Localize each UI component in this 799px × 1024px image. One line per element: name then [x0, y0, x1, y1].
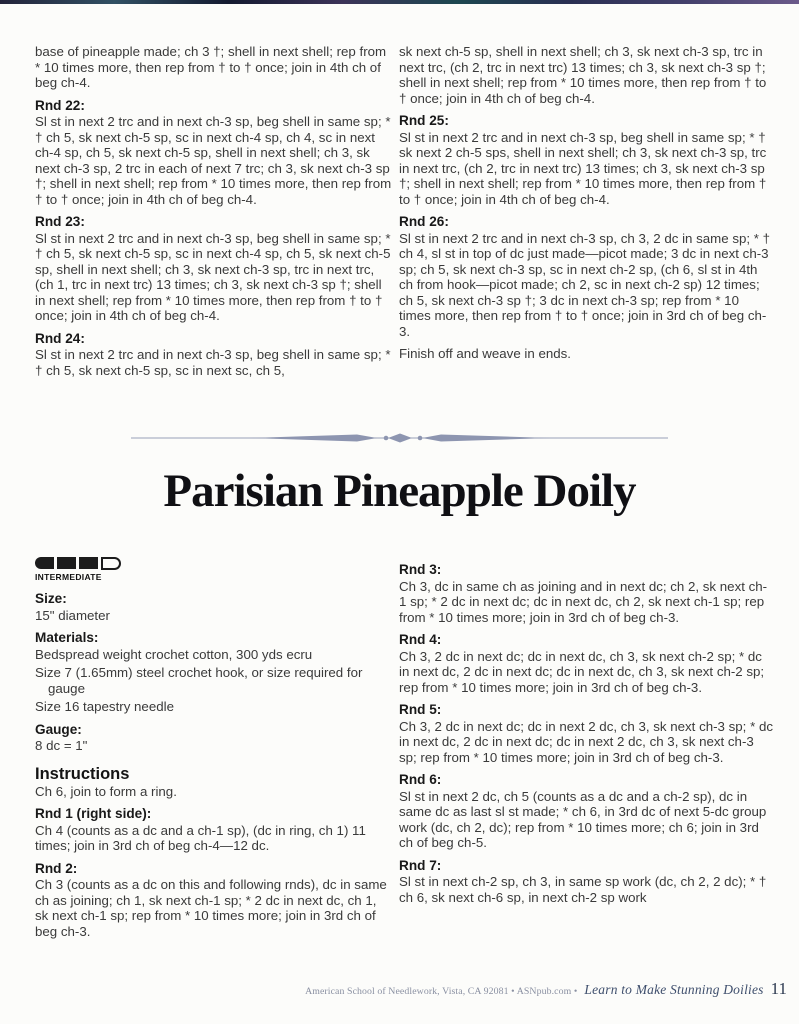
instructions-block	[35, 764, 393, 800]
materials-heading: Materials:	[35, 630, 99, 645]
round-block	[399, 772, 773, 851]
round-heading: Rnd 4:	[399, 632, 442, 647]
pattern-left-column	[35, 556, 393, 946]
skill-segment-filled-icon	[57, 557, 76, 569]
skill-level-bar	[35, 556, 393, 570]
instruction-text: base of pineapple made; ch 3 †; shell in next shell; rep from * 10 times more, then rep from † to † once; join in 4th ch of beg ch-4.	[35, 44, 387, 90]
size-block	[35, 591, 393, 623]
round-block	[399, 214, 773, 339]
skill-level-indicator	[35, 556, 393, 582]
round-heading: Rnd 5:	[399, 702, 442, 717]
round-body: Ch 3, dc in same ch as joining and in next dc; ch 2, sk next ch-1 sp; * 2 dc in next dc; dc in next dc, ch 2, sk next ch-1 sp; rep from * 10 times more; join in 3rd ch of beg ch-3.	[399, 578, 768, 625]
round-heading: Rnd 6:	[399, 772, 442, 787]
round-body: Sl st in next 2 trc and in next ch-3 sp, beg shell in same sp; * † sk next 2 ch-5 sps, shell in next shell; ch 3, sk next ch-3 sp, trc in next trc, (ch 2, trc in next trc) 13 times; ch 3, sk next ch-3 sp †; shell in next shell; rep from * 10 times more, then rep from † to † once; join in 4th ch of beg ch-4.	[399, 129, 767, 207]
finish-off-text: Finish off and weave in ends.	[399, 346, 571, 361]
continuation-right-column	[399, 44, 773, 369]
round-block	[399, 702, 773, 765]
round-body: Sl st in next 2 dc, ch 5 (counts as a dc and a ch-2 sp), dc in same dc as last sl st made; * ch 6, in 3rd dc of next 5-dc group work (dc, ch 2, dc); rep from * 10 times more; ch 6; join in 3rd ch of beg ch-5.	[399, 788, 767, 850]
round-heading: Rnd 25:	[399, 113, 449, 128]
round-block	[399, 632, 773, 695]
publisher-info: American School of Needlework, Vista, CA 92081 • ASNpub.com •	[305, 986, 578, 997]
page-number: 11	[770, 979, 787, 998]
book-title: Learn to Make Stunning Doilies	[584, 982, 764, 997]
round-block	[399, 858, 773, 906]
page-footer	[305, 979, 787, 999]
round-body: Ch 3, 2 dc in next dc; dc in next dc, ch 3, sk next ch-2 sp; * dc in next dc, 2 dc in next dc; dc in next dc, ch 3, sk next ch-2 sp; rep from * 10 times more; join in 3rd ch of beg ch-3.	[399, 648, 765, 695]
finish-off-block	[399, 346, 773, 362]
round-block	[399, 562, 773, 625]
size-value: 15" diameter	[35, 607, 110, 623]
gauge-heading: Gauge:	[35, 721, 82, 737]
materials-item: Size 16 tapestry needle	[35, 699, 174, 714]
round-heading: Rnd 26:	[399, 214, 449, 229]
round-heading: Rnd 23:	[35, 214, 85, 229]
instruction-block	[399, 44, 773, 106]
size-heading: Size:	[35, 591, 67, 606]
instructions-intro: Ch 6, join to form a ring.	[35, 783, 177, 799]
skill-segment-filled-icon	[35, 557, 54, 569]
gauge-value: 8 dc = 1"	[35, 738, 88, 753]
round-body: Sl st in next 2 trc and in next ch-3 sp, beg shell in same sp; * † ch 5, sk next ch-5 sp, sc in next ch-4 sp, ch 4, sc in next ch-4 sp, ch 5, sk next ch-5 sp, shell in next shell; ch 3, sk next ch-3 sp, 2 trc in each of next 7 trc; ch 3, sk next ch-3 sp †; shell in next shell; rep from * 10 times more, then rep from † to † once; join in 4th ch of beg ch-4.	[35, 114, 392, 207]
round-block	[35, 331, 393, 379]
round-heading: Rnd 22:	[35, 97, 85, 113]
instruction-block	[35, 44, 393, 91]
round-block	[35, 214, 393, 324]
round-body: Sl st in next ch-2 sp, ch 3, in same sp work (dc, ch 2, 2 dc); * † ch 6, sk next ch-6 sp, in next ch-2 sp work	[399, 874, 767, 905]
gauge-block	[35, 722, 393, 754]
round-heading: Rnd 2:	[35, 860, 78, 876]
continuation-left-column	[35, 44, 393, 385]
scan-edge-artifact	[0, 0, 799, 4]
round-body: Ch 4 (counts as a dc and a ch-1 sp), (dc in ring, ch 1) 11 times; join in 3rd ch of beg ch-4—12 dc.	[35, 822, 366, 853]
round-body: Ch 3 (counts as a dc on this and following rnds), dc in same ch as joining; ch 1, sk next ch-1 sp; * 2 dc in next dc, ch 1, sk next ch-1 sp; rep from * 10 times more; join in 3rd ch of beg ch-3.	[35, 877, 387, 939]
divider-flourish-icon	[129, 430, 670, 446]
round-body: Sl st in next 2 trc and in next ch-3 sp, beg shell in same sp; * † ch 5, sk next ch-5 sp, sc in next ch-4 sp, ch 5, sk next ch-5 sp, shell in next shell; ch 3, sk next ch-3 sp, trc in next trc, (ch 1, trc in next trc) 13 times; ch 3, sk next ch-3 sp †; shell in next shell; rep from * 10 times more, then rep from † to † once; join in 4th ch of beg ch-4.	[35, 230, 391, 323]
materials-item: Size 7 (1.65mm) steel crochet hook, or size required for gauge	[35, 665, 363, 696]
pattern-right-column	[399, 562, 773, 912]
round-heading: Rnd 1 (right side):	[35, 806, 152, 821]
instructions-heading: Instructions	[35, 764, 130, 783]
materials-block	[35, 630, 393, 715]
round-block	[35, 806, 393, 854]
round-body: Sl st in next 2 trc and in next ch-3 sp, beg shell in same sp; * † ch 5, sk next ch-5 sp, sc in next sc, ch 5,	[35, 347, 391, 378]
round-heading: Rnd 7:	[399, 857, 442, 873]
round-block	[399, 113, 773, 207]
skill-level-label: INTERMEDIATE	[35, 572, 102, 582]
pattern-title: Parisian Pineapple Doily	[163, 465, 636, 517]
skill-segment-filled-icon	[79, 557, 98, 569]
instruction-text: sk next ch-5 sp, shell in next shell; ch 3, sk next ch-3 sp, trc in next trc, (ch 2, trc in next trc) 13 times; ch 3, sk next ch-3 sp †; shell in next shell; rep from * 10 times more, then rep from † to † once; join in 4th ch of beg ch-4.	[399, 44, 767, 106]
round-body: Ch 3, 2 dc in next dc; dc in next 2 dc, ch 3, sk next ch-3 sp; * dc in next dc, 2 dc in next dc; dc in next 2 dc, ch 3, sk next ch-3 sp; rep from * 10 times more; join in 3rd ch of beg ch-3.	[399, 718, 773, 765]
round-block	[35, 861, 393, 940]
round-heading: Rnd 24:	[35, 330, 85, 346]
round-heading: Rnd 3:	[399, 562, 442, 577]
materials-item: Bedspread weight crochet cotton, 300 yds ecru	[35, 646, 313, 662]
round-block	[35, 98, 393, 208]
skill-segment-empty-icon	[101, 557, 121, 570]
round-body: Sl st in next 2 trc and in next ch-3 sp, ch 3, 2 dc in same sp; * † ch 4, sl st in top of dc just made—picot made; 3 dc in next ch-3 sp; ch 5, sk next ch-3 sp, sc in next ch-2 sp, (ch 6, sl st in 4th ch from hook—picot made; ch 2, sc in next ch-2 sp) 12 times; ch 5, sk next ch-3 sp †; 3 dc in next ch-3 sp; rep from * 10 times more, then rep from † to † once; join in 3rd ch of beg ch-3.	[399, 230, 771, 339]
